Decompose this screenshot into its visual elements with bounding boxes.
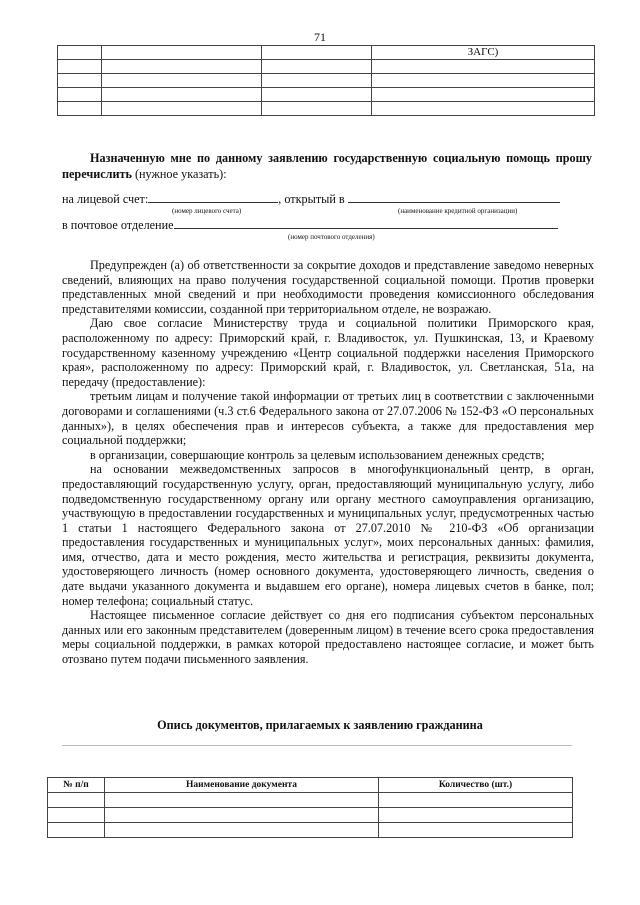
post-office-hint: (номер почтового отделения) [288, 233, 375, 241]
paragraph: в организации, совершающие контроль за целевым использованием денежных средств; [90, 447, 545, 462]
table-cell[interactable] [372, 60, 595, 74]
table-header-row [48, 778, 573, 793]
table-row [48, 808, 573, 823]
paragraph: Даю свое согласие Министерству труда и социальной политики Приморского края, расположенному по адресу: Приморский край, г. Владивосток, ул. Пушкинская, 13, и Краевому государственному казенному учреждению «Центр социальной поддержки населения Приморского края», расположенному по адресу: Приморский край, г. Владивосток, ул. Светланская, 51а, на передачу (предоставление): [62, 316, 594, 389]
table-cell[interactable] [102, 60, 262, 74]
account-number-field[interactable] [148, 192, 278, 203]
table-cell[interactable] [102, 74, 262, 88]
account-number-hint: (номер лицевого счета) [172, 207, 242, 215]
post-office-field[interactable] [174, 218, 558, 229]
table-row [48, 793, 573, 808]
assignment-heading-bold: Назначенную мне по данному заявлению государственную социальную помощь прошу перечислить [62, 151, 592, 181]
account-label: на лицевой счет: [62, 192, 149, 206]
table-row [58, 88, 595, 102]
paragraph: Настоящее письменное согласие действует со дня его подписания субъектом персональных данных или его законным представителем (доверенным лицом) в течение всего срока предоставления меры социальной поддержки, в рамках которой предоставлено настоящее согласие, и может быть отозвано путем подачи письменного заявления. [62, 608, 594, 667]
assignment-heading-normal: (нужное указать): [131, 167, 227, 181]
table-cell[interactable] [372, 102, 595, 116]
post-office-row [62, 218, 558, 232]
table-cell[interactable] [48, 793, 105, 808]
table-row [58, 102, 595, 116]
post-office-label: в почтовое отделение [62, 218, 174, 232]
table-cell[interactable] [379, 808, 573, 823]
account-opened-label: , открытый в [278, 192, 345, 206]
separator-line [62, 745, 572, 746]
column-header-number: № п/п [48, 778, 105, 793]
page-number: 71 [314, 30, 326, 44]
table-row [58, 46, 595, 60]
paragraph: на основании межведомственных запросов в многофункциональный центр, в орган, предоставляющий государственную услугу, орган, предоставляющий муниципальную услугу, либо подведомственную государственному органу или органу местного самоуправления организацию, участвующую в предоставлении государственных и муниципальных услуг, предусмотренных частью 1 статьи 1 настоящего Федерального закона от 27.07.2010 № 210-ФЗ «Об организации предоставления государственных и муниципальных услуг», моих персональных данных: фамилия, имя, отчество, дата и место рождения, место жительства и регистрация, реквизиты документа, удостоверяющего личность (номер основного документа, удостоверяющего личность, сведения о дате выдачи указанного документа и выдавшем его органе), номера лицевых счетов в банке, пол; номер телефона; социальный статус. [62, 462, 594, 608]
table-cell[interactable] [48, 808, 105, 823]
paragraph: третьим лицам и получение такой информации от третьих лиц в соответствии с заключенными договорами и соглашениями (ч.3 ст.6 Федерального закона от 27.07.2006 № 152-ФЗ «О персональных данных»), в целях обеспечения прав и интересов субъекта, а также для предоставления мер социальной поддержки; [62, 389, 594, 448]
table-cell[interactable] [58, 46, 102, 60]
table-cell[interactable] [105, 823, 379, 838]
consent-text [62, 258, 594, 667]
table-cell[interactable] [379, 823, 573, 838]
documents-title: Опись документов, прилагаемых к заявлению гражданина [157, 718, 483, 732]
top-table [57, 45, 595, 116]
table-cell[interactable] [372, 74, 595, 88]
table-cell[interactable] [102, 102, 262, 116]
table-cell[interactable] [102, 46, 262, 60]
table-cell[interactable] [262, 88, 372, 102]
table-cell[interactable] [262, 74, 372, 88]
table-cell[interactable] [102, 88, 262, 102]
table-cell[interactable] [105, 808, 379, 823]
table-cell[interactable] [58, 60, 102, 74]
account-row [62, 192, 560, 206]
column-header-quantity: Количество (шт.) [379, 778, 573, 793]
assignment-heading [62, 150, 592, 182]
table-cell: ЗАГС) [372, 46, 595, 60]
table-cell[interactable] [262, 60, 372, 74]
table-cell[interactable] [105, 793, 379, 808]
column-header-name: Наименование документа [105, 778, 379, 793]
table-cell[interactable] [58, 102, 102, 116]
documents-table [47, 777, 573, 838]
table-row [58, 60, 595, 74]
table-row [58, 74, 595, 88]
bank-name-field[interactable] [348, 192, 560, 203]
table-cell[interactable] [379, 793, 573, 808]
table-cell[interactable] [262, 102, 372, 116]
table-cell[interactable] [372, 88, 595, 102]
table-cell[interactable] [262, 46, 372, 60]
bank-name-hint: (наименование кредитной организации) [398, 207, 518, 215]
table-cell[interactable] [58, 74, 102, 88]
paragraph: Предупрежден (а) об ответственности за сокрытие доходов и представление заведомо неверных сведений, влияющих на право получения государственной социальной помощи. Против проверки представленных мной сведений и при необходимости проведения комиссионного обследования представителями комиссии, созданной при территориальном отделе, не возражаю. [62, 258, 594, 316]
table-cell[interactable] [58, 88, 102, 102]
table-row [48, 823, 573, 838]
table-cell[interactable] [48, 823, 105, 838]
